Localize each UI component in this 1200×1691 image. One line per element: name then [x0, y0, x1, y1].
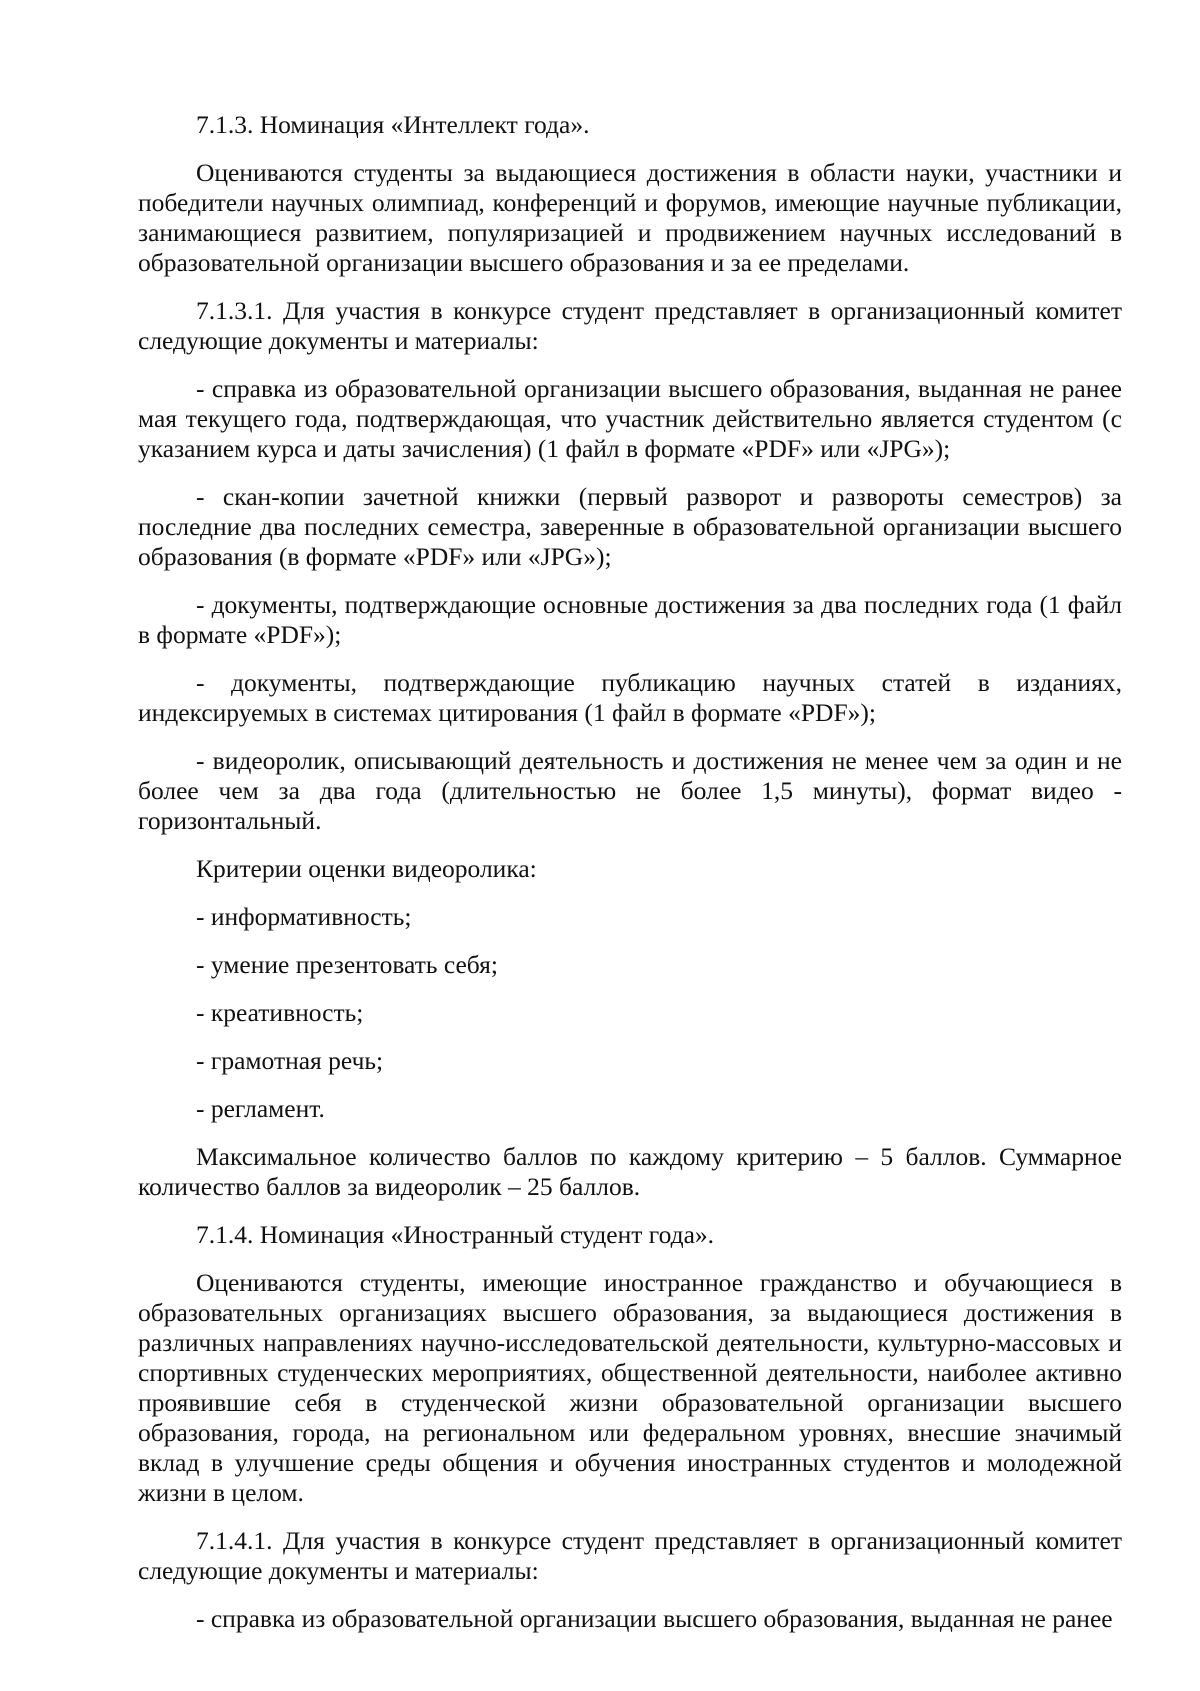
- paragraph-nomination-description: Оцениваются студенты за выдающиеся достижения в области науки, участники и победители научных олимпиад, конференций и форумов, имеющие научные публикации, занимающиеся развитием, популяризацией и продвижением научных исследований в образовательной организации высшего образования и за ее пределами.: [138, 158, 1122, 277]
- list-item-video: - видеоролик, описывающий деятельность и достижения не менее чем за один и не более чем за два года (длительностью не более 1,5 минуты), формат видео - горизонтальный.: [138, 746, 1122, 835]
- criteria-heading: Критерии оценки видеоролика:: [196, 854, 537, 883]
- criteria-item-speech: - грамотная речь;: [196, 1046, 384, 1075]
- criteria-item-informativeness: - информативность;: [196, 902, 412, 931]
- list-item-achievement-documents: - документы, подтверждающие основные достижения за два последних года (1 файл в формате «PDF»);: [138, 590, 1122, 649]
- criteria-item-self-presentation: - умение презентовать себя;: [196, 950, 498, 979]
- paragraph-foreign-student-description: Оцениваются студенты, имеющие иностранное гражданство и обучающиеся в образовательных организациях высшего образования, за выдающиеся достижения в различных направлениях научно-исследовательской деятельности, культурно-массовых и спортивных студенческих мероприятиях, общественной деятельности, наиболее активно проявившие себя в студенческой жизни образовательной организации высшего образования, города, на региональном или федеральном уровнях, внесшие значимый вклад в улучшение среды общения и обучения иностранных студентов и молодежной жизни в целом.: [138, 1268, 1122, 1507]
- paragraph-max-score: Максимальное количество баллов по каждому критерию – 5 баллов. Суммарное количество баллов за видеоролик – 25 баллов.: [138, 1142, 1122, 1201]
- criteria-item-creativity: - креативность;: [196, 998, 364, 1027]
- criteria-item-time-limit: - регламент.: [196, 1094, 325, 1123]
- document-body: [138, 110, 1122, 1634]
- section-heading-7-1-4: 7.1.4. Номинация «Иностранный студент года».: [196, 1220, 715, 1249]
- paragraph-7-1-3-1: 7.1.3.1. Для участия в конкурсе студент представляет в организационный комитет следующие документы и материалы:: [138, 296, 1122, 355]
- list-item-certificate: - справка из образовательной организации высшего образования, выданная не ранее мая текущего года, подтверждающая, что участник действительно является студентом (с указанием курса и даты зачисления) (1 файл в формате «PDF» или «JPG»);: [138, 374, 1122, 463]
- section-heading-7-1-3: 7.1.3. Номинация «Интеллект года».: [196, 110, 590, 139]
- paragraph-7-1-4-1: 7.1.4.1. Для участия в конкурсе студент представляет в организационный комитет следующие документы и материалы:: [138, 1526, 1122, 1585]
- list-item-certificate-continued: - справка из образовательной организации высшего образования, выданная не ранее: [196, 1604, 1113, 1633]
- list-item-publication-documents: - документы, подтверждающие публикацию научных статей в изданиях, индексируемых в системах цитирования (1 файл в формате «PDF»);: [138, 668, 1122, 727]
- list-item-gradebook-scans: - скан-копии зачетной книжки (первый разворот и развороты семестров) за последние два последних семестра, заверенные в образовательной организации высшего образования (в формате «PDF» или «JPG»);: [138, 482, 1122, 571]
